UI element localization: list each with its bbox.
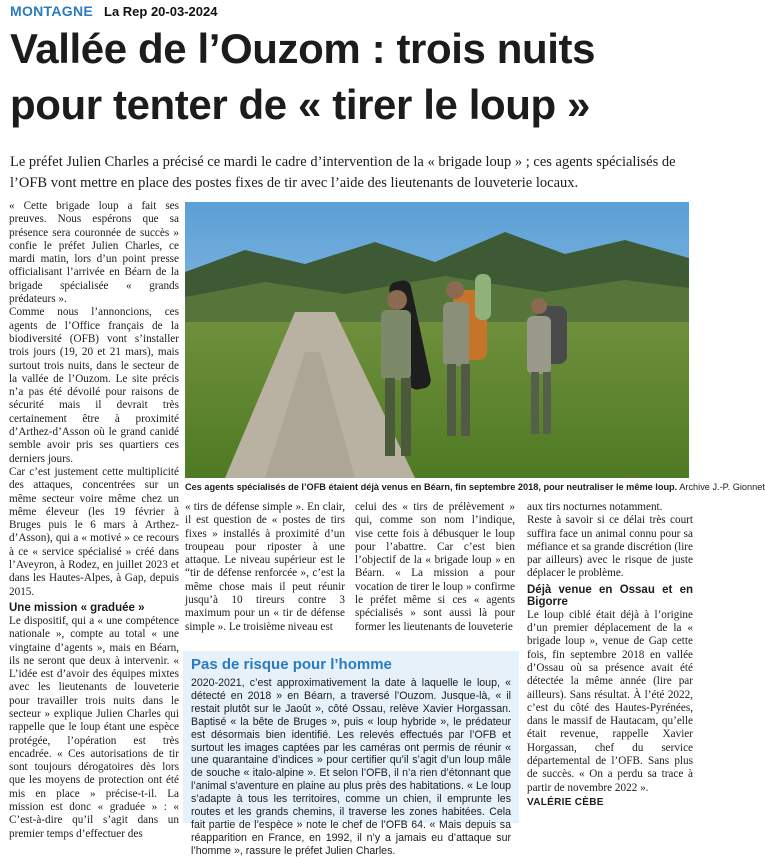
article-column-3 [355, 501, 515, 634]
hikers-photo [185, 202, 689, 478]
paragraph: Reste à savoir si ce délai très court suffira face un animal connu pour sa méfiance et sa grande discrétion (lire par ailleurs) avec le risque de juste déplacer le problème. [527, 514, 693, 580]
paragraph: Car c’est justement cette multiplicité des attaques, concentrées sur un même secteur voire même chez un même éleveur (les 19 février à Bruges puis le 6 mars à Arthez-d’Asson), qui a « motivé » ce recours à ce « service spécialisé » créé dans l’Aveyron, à Rodez, en juillet 2023 et dans les Hautes-Alpes, à Gap, depuis 2015. [9, 465, 179, 598]
paragraph: Le dispositif, qui a « une compétence nationale », compte au total « une vingtaine d’agents », mais en Béarn, ils ne seront que deux à intervenir. « L’idée est d’avoir des équipes mixtes avec les lieutenants de louveterie pour travailler trois nuits dans le secteur » explique Julien Charles qui rappelle que le loup étant une espèce protégée, l’opération est très encadrée. « Ces autorisations de tir sont toujours dérogatoires dès lors que les moyens de protection ont été mis en place » précise-t-il. La mission est donc « graduée » : « C’est-à-dire qu’il s’agit dans un premier temps d’effectuer des [9, 614, 179, 840]
headline-line-2: pour tenter de « tirer le loup » [10, 81, 590, 128]
headline-line-1: Vallée de l’Ouzom : trois nuits [10, 25, 596, 72]
article-photo [185, 202, 689, 478]
paragraph: celui des « tirs de prélèvement » qui, comme son nom l’indique, vise cette fois à débusquer le loup pour l’abattre. Car c’est bien l’objectif de la « brigade loup » en Béarn. « La mission a pour vocation de tirer le loup » confirme le préfet même si ces « agents spécialisés » sont aussi là pour former les lieutenants de louveterie [355, 501, 515, 633]
subheading: Une mission « graduée » [9, 601, 145, 614]
photo-caption [185, 482, 765, 492]
source-date: La Rep 20-03-2024 [104, 4, 218, 19]
paragraph: aux tirs nocturnes notamment. [527, 501, 663, 513]
sidebar-box [183, 651, 519, 857]
author-signature: VALÉRIE CÈBE [527, 796, 604, 808]
paragraph: « tirs de défense simple ». En clair, il est question de « postes de tirs fixes » installés à proximité d’un troupeau pour riposter à une attaque. Le niveau supérieur est le “tir de défense renforcée », c’est la même chose mais il peut réunir jusqu’à 10 tireurs contre 3 maximum pour un « tir de défense simple ». Le troisième niveau est [185, 501, 345, 633]
article-column-4 [527, 501, 693, 808]
photo-credit: Archive J.-P. Gionnet [679, 482, 765, 492]
box-body: 2020-2021, c’est approximativement la date à laquelle le loup, « détecté en 2018 » en Béarn, a traversé l’Ouzom. Jusque-là, « il restait plutôt sur le Jaoût », côté Ossau, relève Xavier Horgassan. Baptisé « la bête de Bruges », puis « loup hybride », le prédateur est désormais bien identifié. Les relevés effectués par l’OFB et surtout les images captées par les caméras ont permis de réunir « une quarantaine d’indices » pour certifier qu’il s’agit d’un loup mâle de souche « italo-alpine ». Et selon l’OFB, il n’a rien d’étonnant que l’animal s’aventure en plaine au plus près des habitations. « Le loup s’adapte à tous les territoires, comme un chien, il emprunte les routes et les grands chemins, il traverse les zones habitées. Cela fait partie de l’espèce » note le chef de l’OFB 64. « Mais depuis sa réapparition en France, en 1992, il n’y a jamais eu d’attaque sur l’homme », rassure le préfet Julien Charles. [191, 677, 511, 857]
article-column-1 [9, 200, 179, 841]
section-label: MONTAGNE [10, 3, 94, 19]
paragraph: Le loup ciblé était déjà à l’origine d’un premier déplacement de la « brigade loup », venue de Gap cette fois, fin septembre 2018 en vallée d’Ossau où sa présence avait été détectée la même année (lire par ailleurs). Sans résultat. À l’été 2022, c’est du côté des Hautes-Pyrénées, dans le massif de Hautacam, qu’elle était revenue, rappelle Xavier Horgassan, chef du service départemental de l’OFB. Sans plus de succès. « On a perdu sa trace à partir de novembre 2022 ». [527, 608, 693, 794]
lead-paragraph: Le préfet Julien Charles a précisé ce mardi le cadre d’intervention de la « brigade loup » ; ces agents spécialisés de l’OFB vont mettre en place des postes fixes de tir avec l’aide des lieutenants de louveterie locaux. [10, 154, 676, 191]
subheading: Déjà venue en Ossau et en Bigorre [527, 583, 693, 608]
paragraph: Comme nous l’annoncions, ces agents de l’Office français de la biodiversité (OFB) vont s’installer trois jours (19, 20 et 21 mars), mais surtout trois nuits, dans le secteur de la vallée de l’Ouzom. Le site précis n’a pas été dévoilé pour raisons de sécurité mais il devrait très certainement être à proximité d’Arthez-d’Asson où le grand canidé semble avoir pris ses quartiers ces derniers jours. [9, 306, 179, 465]
paragraph: « Cette brigade loup a fait ses preuves. Nous espérons que sa présence sera couronnée de succès » confie le préfet Julien Charles, ce mardi matin, lors d’un point presse officialisant l’arrivée en Béarn de la brigade spécialisée « grands prédateurs ». [9, 200, 179, 306]
article-column-2 [185, 501, 345, 634]
caption-text: Ces agents spécialisés de l’OFB étaient déjà venus en Béarn, fin septembre 2018, pour neutraliser le même loup. [185, 482, 678, 492]
box-title: Pas de risque pour l’homme [191, 656, 392, 673]
